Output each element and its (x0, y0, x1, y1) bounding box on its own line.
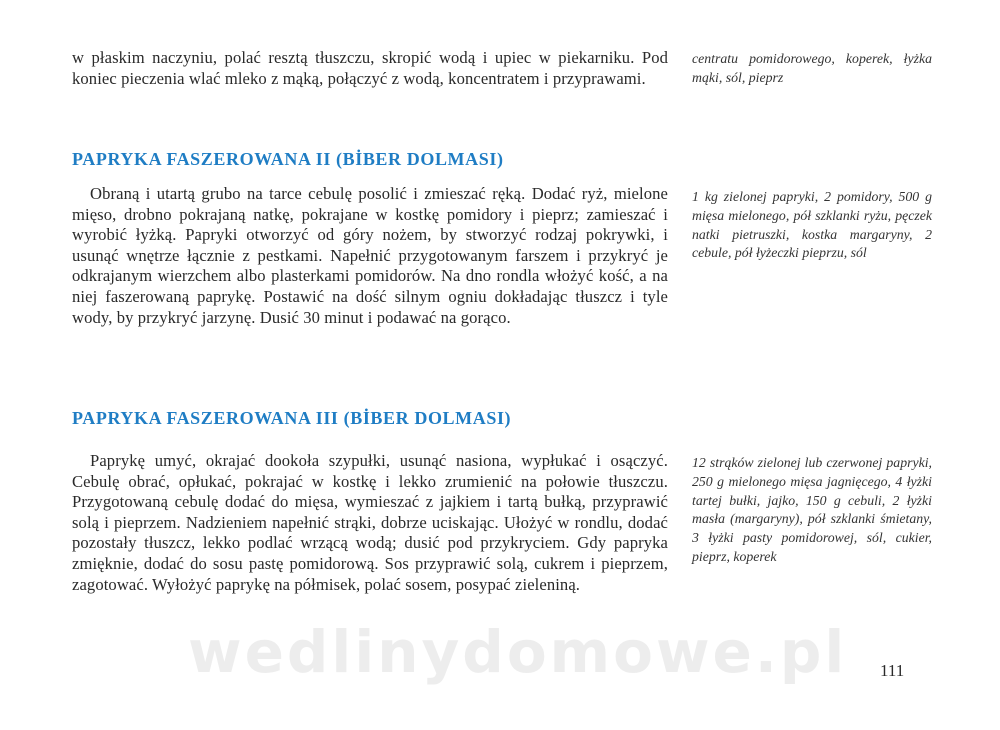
recipe-3-ingredients: 12 strąków zielonej lub czerwonej papryki, 250 g mielonego mięsa jagnięcego, 4 łyżki tartej bułki, jajko, 150 g cebuli, 2 łyżki masła (margaryny), pół szklanki śmietany, 3 łyżki pasty pomidorowej, sól, cukier, pieprz, koperek (692, 455, 932, 564)
recipe-3-instructions: Paprykę umyć, okrajać dookoła szypułki, usunąć nasiona, wypłukać i osączyć. Cebulę obrać, opłukać, pokrajać w kostkę i lekko zrumienić na połowie tłuszczu. Przygotowaną cebulę dodać do mięsa, wymieszać z jajkiem i tartą bułką, przyprawić solą i pieprzem. Nadzieniem napełnić strąki, dobrze uciskając. Ułożyć w rondlu, dodać pozostały tłuszcz, lekko podlać wrzącą wodą; dusić pod przykryciem. Gdy papryka zmięknie, dodać do sosu pastę pomidorową. Sos przyprawić solą, cukrem i pieprzem, zagotować. Wyłożyć paprykę na półmisek, polać sosem, posypać zieleniną. (72, 451, 668, 594)
intro-paragraph: w płaskim naczyniu, polać resztą tłuszczu, skropić wodą i upiec w piekarniku. Pod koniec pieczenia wlać mleko z mąką, połączyć z wodą, koncentratem i przyprawami. (72, 48, 668, 88)
recipe-2-title: PAPRYKA FASZEROWANA II (BİBER DOLMASI) (72, 149, 504, 169)
recipe-2-ingredients: 1 kg zielonej papryki, 2 pomidory, 500 g mięsa mielonego, pół szklanki ryżu, pęczek natki pietruszki, kostka margaryny, 2 cebule, pół łyżeczki pieprzu, sól (692, 189, 932, 261)
intro-paragraph-block (72, 48, 668, 89)
page-number: 111 (880, 661, 905, 680)
intro-ingredients: centratu pomidorowego, koperek, łyżka mąki, sól, pieprz (692, 51, 932, 85)
recipe-2-body (72, 184, 668, 328)
recipe-3-title: PAPRYKA FASZEROWANA III (BİBER DOLMASI) (72, 408, 512, 428)
watermark: wedlinydomowe.pl (188, 618, 848, 686)
recipe-2-instructions: Obraną i utartą grubo na tarce cebulę posolić i zmieszać ręką. Dodać ryż, mielone mięso, drobno pokrajaną natkę, pokrajane w kostkę pomidory i pieprz; zamieszać i wyrobić łyżką. Papryki otworzyć od góry nożem, by stworzyć rodzaj pokrywki, i usunąć wnętrze łącznie z pestkami. Napełnić przygotowanym farszem i przykryć je odkrajanym wierzchem albo plasterkami pomidorów. Na dno rondla włożyć kość, a na niej faszerowaną paprykę. Postawić na dość silnym ogniu dokładając tłuszcz i tyle wody, by przykryć jarzynę. Dusić 30 minut i podawać na gorąco. (72, 184, 668, 327)
recipe-3-body (72, 451, 668, 595)
